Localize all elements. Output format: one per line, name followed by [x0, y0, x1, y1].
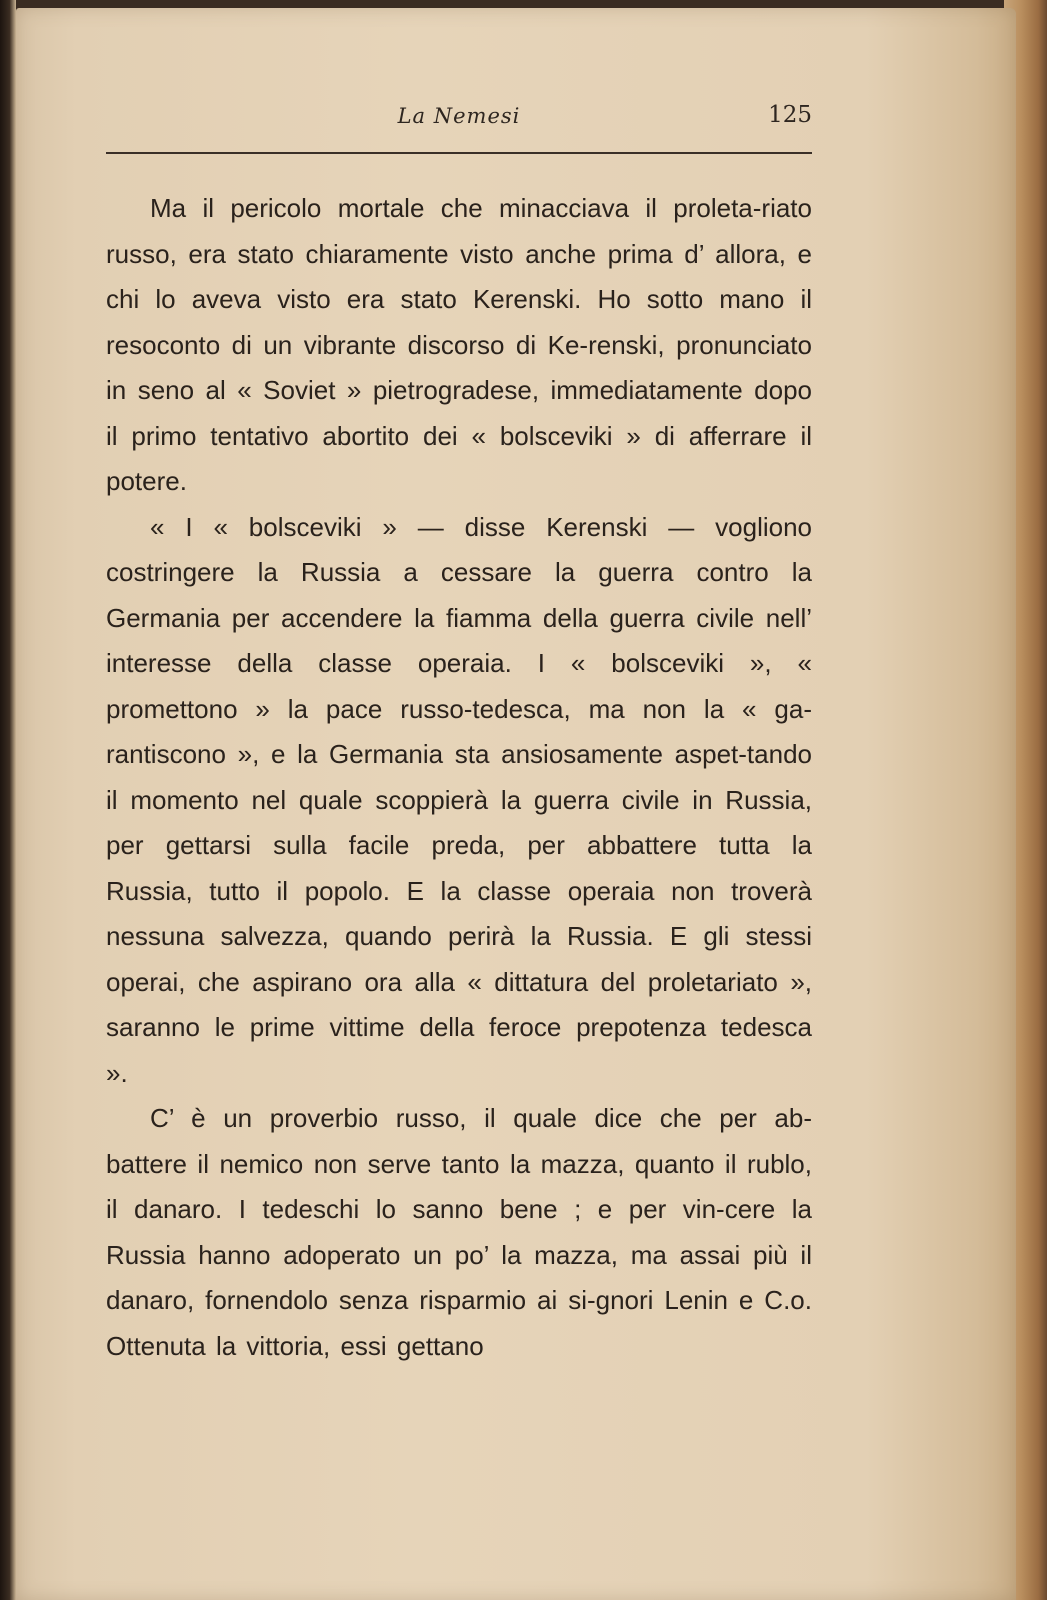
page-header — [106, 100, 812, 140]
page-number: 125 — [768, 102, 812, 128]
paragraph: « I « bolsceviki » — disse Kerenski — vogliono costringere la Russia a cessare la guerra contro la Germania per accendere la fiamma della guerra civile nell’ interesse della classe operaia. I « bolsceviki », « promettono » la pace russo-tedesca, ma non la « ga-rantiscono », e la Germania sta ansiosamente aspet-tando il momento nel quale scoppierà la guerra civile in Russia, per gettarsi sulla facile preda, per abbattere tutta la Russia, tutto il popolo. E la classe operaia non troverà nessuna salvezza, quando perirà la Russia. E gli stessi operai, che aspirano ora alla « dittatura del proletariato », saranno le prime vittime della feroce prepotenza tedesca ». — [106, 511, 812, 1088]
paragraph: Ma il pericolo mortale che minacciava il proleta-riato russo, era stato chiaramente visto anche prima d’ allora, e chi lo aveva visto era stato Kerenski. Ho sotto mano il resoconto di un vibrante discorso di Ke-renski, pronunciato in seno al « Soviet » pietrogradese, immediatamente dopo il primo tentativo abortito dei « bolsceviki » di afferrare il potere. — [106, 193, 812, 496]
header-rule — [106, 152, 812, 154]
paragraph: C’ è un proverbio russo, il quale dice che per ab-battere il nemico non serve tanto la mazza, quanto il rublo, il danaro. I tedeschi lo sanno bene ; e per vin-cere la Russia hanno adoperato un po’ la mazza, ma assai più il danaro, fornendolo senza risparmio ai si-gnori Lenin e C.o. Ottenuta la vittoria, essi gettano — [106, 1103, 812, 1361]
body-text — [106, 186, 812, 1369]
running-title: La Nemesi — [397, 104, 521, 128]
book-binding-edge — [0, 0, 16, 1600]
